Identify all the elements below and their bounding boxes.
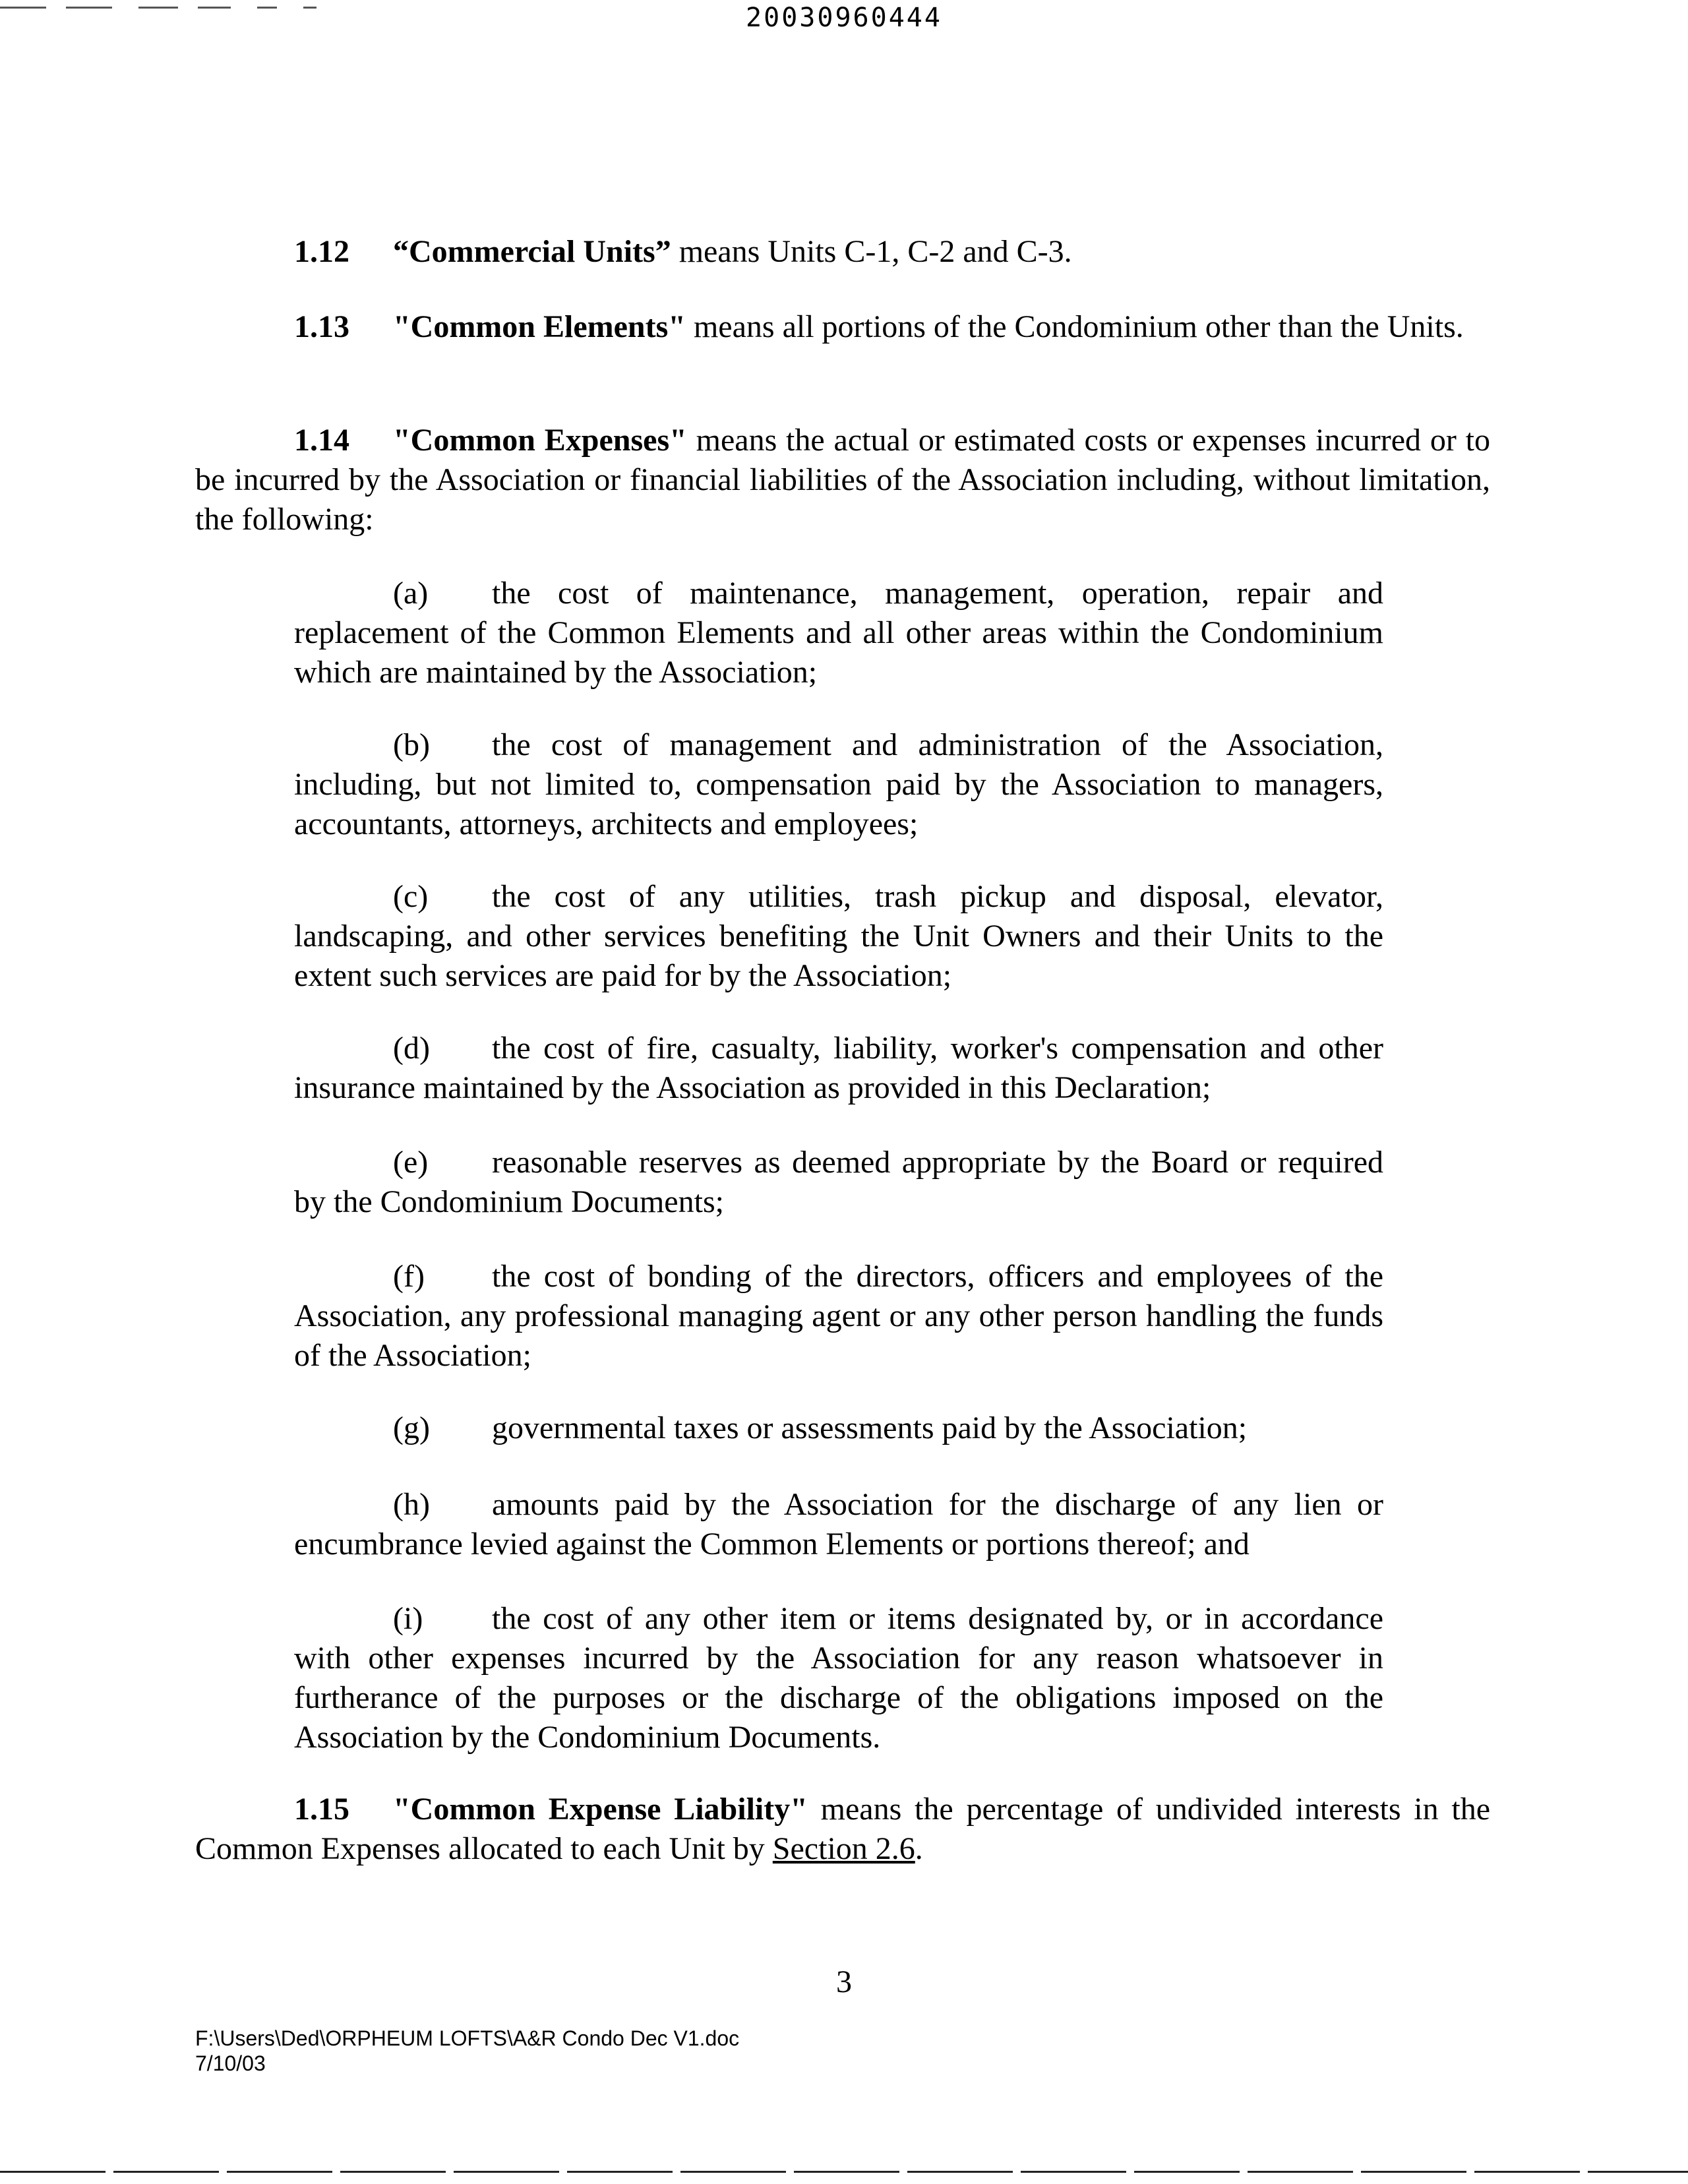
item-label: (e): [393, 1145, 429, 1180]
section-text-end: .: [915, 1831, 923, 1866]
list-item-f: [294, 1257, 1383, 1376]
list-item-d: [294, 1029, 1383, 1108]
item-text: the cost of management and administration of the Association, including, but not limited to, compensation paid by the Association to managers, accountants, attorneys, architects and employees;: [294, 727, 1383, 841]
item-text: amounts paid by the Association for the discharge of any lien or encumbrance levied against the Common Elements or portions thereof; and: [294, 1487, 1383, 1562]
file-footer: [195, 2026, 739, 2076]
item-label: (h): [393, 1487, 430, 1522]
item-label: (c): [393, 879, 429, 914]
item-text: reasonable reserves as deemed appropriate by the Board or required by the Condominium Documents;: [294, 1145, 1383, 1219]
file-path: F:\Users\Ded\ORPHEUM LOFTS\A&R Condo Dec V1.doc: [195, 2026, 740, 2050]
section-1-13: [195, 307, 1490, 347]
item-label: (i): [393, 1601, 423, 1636]
list-item-h: [294, 1485, 1383, 1564]
page-number: 3: [836, 1964, 852, 1999]
item-text: the cost of any utilities, trash pickup and disposal, elevator, landscaping, and other services benefiting the Unit Owners and their Units to the extent such services are paid for by the Association;: [294, 879, 1383, 993]
item-label: (b): [393, 727, 430, 762]
section-number: 1.12: [294, 234, 349, 269]
list-item-g: [294, 1409, 1383, 1448]
list-item-b: [294, 725, 1383, 844]
list-item-a: [294, 574, 1383, 692]
list-item-e: [294, 1143, 1383, 1222]
section-reference-link[interactable]: Section 2.6: [772, 1831, 915, 1866]
item-text: the cost of fire, casualty, liability, worker's compensation and other insurance maintained by the Association as provided in this Declaration;: [294, 1031, 1383, 1105]
document-number: 20030960444: [746, 3, 942, 33]
section-text: means Units C-1, C-2 and C-3.: [671, 234, 1072, 269]
defined-term: “Commercial Units”: [393, 234, 671, 269]
defined-term: "Common Expenses": [393, 423, 687, 458]
item-text: governmental taxes or assessments paid by the Association;: [492, 1410, 1248, 1445]
file-date: 7/10/03: [195, 2051, 266, 2075]
list-item-i: [294, 1599, 1383, 1757]
section-1-15: [195, 1790, 1490, 1869]
item-text: the cost of bonding of the directors, officers and employees of the Association, any professional managing agent or any other person handling the funds of the Association;: [294, 1259, 1383, 1373]
section-text: means the percentage of undivided interests in the Common Expenses allocated to each Unit by: [195, 1792, 1490, 1866]
defined-term: "Common Expense Liability": [393, 1792, 808, 1827]
item-text: the cost of any other item or items designated by, or in accordance with other expenses incurred by the Association for any reason whatsoever in furtherance of the purposes or the discharge of the obligations imposed on the Association by the Condominium Documents.: [294, 1601, 1383, 1755]
section-number: 1.15: [294, 1792, 349, 1827]
defined-term: "Common Elements": [393, 309, 686, 344]
section-number: 1.14: [294, 423, 349, 458]
section-1-12: [195, 232, 1490, 272]
section-text: means all portions of the Condominium other than the Units.: [685, 309, 1464, 344]
item-label: (g): [393, 1410, 430, 1445]
item-label: (d): [393, 1031, 430, 1066]
item-label: (a): [393, 576, 429, 611]
item-text: the cost of maintenance, management, operation, repair and replacement of the Common Elements and all other areas within the Condominium which are maintained by the Association;: [294, 576, 1383, 690]
section-text: means the actual or estimated costs or expenses incurred or to be incurred by the Association or financial liabilities of the Association including, without limitation, the following:: [195, 423, 1491, 537]
item-label: (f): [393, 1259, 425, 1294]
scan-bottom-rule: [0, 2171, 1688, 2173]
section-number: 1.13: [294, 309, 349, 344]
list-item-c: [294, 877, 1383, 996]
section-1-14: [195, 421, 1490, 539]
